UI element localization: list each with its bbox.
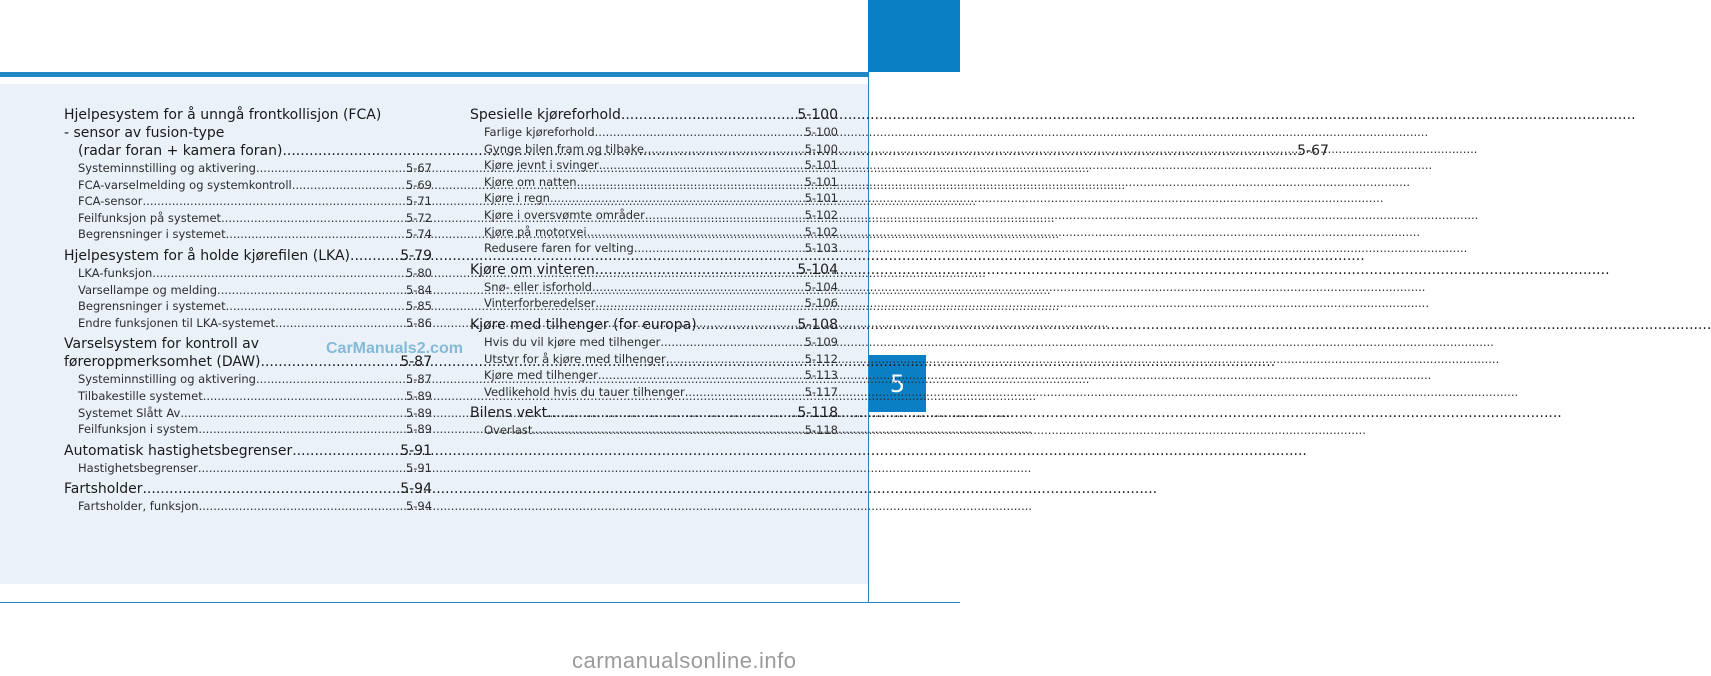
entry-list [470,124,838,257]
entry-text: Overlast [484,423,533,438]
dot-leader [547,404,797,422]
entry-text: Snø- eller isforhold [484,279,592,294]
dot-leader [697,316,798,334]
footer-watermark: carmanualsonline.info [572,648,797,673]
page-number: 5-67 [1297,143,1329,159]
dot-leader [645,207,805,224]
entry-text: Hastighetsbegrenser [78,460,198,475]
section-title [470,316,838,334]
toc-entry[interactable] [470,351,838,368]
page-number: 5-100 [804,125,838,139]
dot-leader [644,141,805,158]
entry-text: Farlige kjøreforhold [484,125,595,139]
entry-list [470,422,838,439]
section-title-link[interactable] [64,247,432,265]
toc-entry[interactable] [470,279,838,296]
toc-entry[interactable] [470,141,838,158]
entry-text: Gynge bilen fram og tilbake [484,141,644,156]
section-title-text: Kjøre om vinteren [470,261,595,278]
toc-entry[interactable] [470,174,838,191]
toc-entry[interactable] [64,177,432,194]
toc-entry[interactable] [64,226,432,243]
entry-text: Begrensninger i systemet [78,299,226,314]
dot-leader [199,498,406,515]
entry-text: Systeminnstilling og aktivering [78,161,256,175]
page-number: 5-89 [405,388,432,403]
entry-text: LKA-funksjon [78,265,153,280]
section-title-text: Automatisk hastighetsbegrenser [64,442,293,459]
entry-text: Endre funksjonen til LKA-systemet [78,315,276,330]
page-number: 5-101 [804,174,838,189]
entry-text: Utstyr for å kjøre med tilhenger [484,351,666,366]
dot-leader [685,384,805,401]
toc-column-right [470,106,838,443]
dot-leader [577,174,805,191]
toc-section [470,261,838,312]
dot-leader [666,351,805,368]
section-title [470,404,838,422]
page-number: 5-101 [804,158,838,173]
toc-entry[interactable] [64,282,432,299]
dot-leader [221,210,406,227]
dot-leader [350,247,400,265]
entry-text: Begrensninger i systemet [78,227,226,242]
page-number: 5-108 [797,316,838,333]
toc-section [470,316,838,400]
section-title-text: Kjøre med tilhenger (for europa) [470,316,697,333]
section-title-link[interactable] [64,442,432,460]
dot-leader [256,160,406,177]
page-number: 5-117 [804,384,838,399]
toc-section [470,106,838,257]
page-number: 5-74 [405,227,432,242]
section-title-link[interactable] [470,106,838,124]
dot-leader [226,226,406,243]
toc-section [64,442,432,477]
dot-leader [596,295,805,312]
entry-text: Kjøre på motorvei [484,224,587,239]
entry-text: FCA-sensor [78,194,143,209]
toc-entry[interactable] [64,315,432,332]
entry-text: Systemet Slått Av [78,405,181,420]
section-title-line: Hjelpesystem for å unngå frontkollisjon (FCA) [64,107,382,123]
dot-leader [152,265,406,282]
page-number: 5-104 [804,279,838,294]
toc-entry[interactable] [470,295,838,312]
page-number: 5-113 [804,368,838,383]
entry-text: Kjøre i regn [484,191,550,206]
dot-leader [142,480,400,498]
chapter-badge[interactable]: 5 [869,355,926,412]
entry-text: Vedlikehold hvis du tauer tilhenger [484,384,685,399]
toc-entry[interactable] [470,224,838,241]
dot-leader [143,193,406,210]
toc-entry[interactable] [470,190,838,207]
dot-leader [532,422,804,439]
toc-section [64,480,432,515]
entry-text: Hvis du vil kjøre med tilhenger [484,334,661,349]
toc-entry[interactable] [470,157,838,174]
section-title-text: (radar foran + kamera foran) [78,143,283,159]
page-number: 5-87 [405,372,432,387]
toc-entry[interactable] [64,160,432,177]
entry-text: Redusere faren for velting [484,241,634,256]
toc-entry[interactable] [64,371,432,388]
page-number: 5-102 [804,207,838,222]
page-number: 5-91 [405,460,432,475]
page-number: 5-94 [400,481,432,498]
toc-entry[interactable] [470,207,838,224]
toc-entry[interactable] [470,240,838,257]
section-title [470,261,838,279]
dot-leader [634,240,805,257]
dot-leader [598,367,805,384]
section-title [64,247,432,265]
dot-leader [660,334,804,351]
footer-rule [0,602,960,603]
section-title-text: Bilens vekt [470,405,548,422]
toc-entry[interactable] [470,334,838,351]
toc-entry[interactable] [64,298,432,315]
entry-text: Kjøre jevnt i svinger [484,158,599,173]
dot-leader [275,315,406,332]
page-number: 5-85 [405,299,432,314]
page-number: 5-91 [400,442,432,459]
entry-text: Feilfunksjon på systemet [78,210,222,225]
toc-entry[interactable] [64,498,432,515]
entry-list [64,265,432,331]
entry-text: FCA-varselmelding og systemkontroll [78,177,292,192]
page-number: 5-94 [405,499,432,514]
section-title-text: Fartsholder [64,481,143,498]
section-title [64,480,432,498]
dot-leader [203,388,406,405]
page-number: 5-118 [797,405,838,422]
dot-leader [595,261,797,279]
dot-leader [621,106,797,124]
entry-list [64,498,432,515]
section-title-text: føreroppmerksomhet (DAW) [64,354,261,371]
toc-entry[interactable] [64,388,432,405]
page-number: 5-71 [405,194,432,209]
dot-leader [292,177,406,194]
toc-section [64,247,432,331]
entry-text: Fartsholder, funksjon [78,499,199,514]
section-title-text: Spesielle kjøreforhold [470,107,621,123]
page-number: 5-69 [405,177,432,192]
toc-entry[interactable] [470,384,838,401]
entry-list [64,160,432,243]
section-title-line: Varselsystem for kontroll av [64,336,260,353]
entry-text: Feilfunksjon i system [78,422,199,437]
section-title-link[interactable] [470,261,838,279]
section-title-link[interactable] [470,316,838,334]
section-title [64,442,432,460]
toc-section [470,404,838,439]
page-number: 5-79 [400,247,432,264]
toc-entry[interactable] [64,265,432,282]
page-number: 5-67 [405,161,432,175]
entry-text: Kjøre om natten [484,174,577,189]
toc-entry[interactable] [470,367,838,384]
section-title-line: - sensor av fusion-type [64,125,225,141]
dot-leader [226,298,406,315]
toc-entry[interactable] [64,460,432,477]
entry-list [64,371,432,437]
page-number: 5-72 [405,210,432,225]
entry-list [470,279,838,312]
page-number: 5-106 [804,296,838,311]
chapter-tab [868,0,960,72]
page-number: 5-89 [405,405,432,420]
header-rule [0,72,868,77]
entry-text: Kjøre i oversvømte områder [484,207,645,222]
page-number: 5-80 [405,265,432,280]
entry-text: Kjøre med tilhenger [484,368,598,383]
dot-leader [550,190,805,207]
dot-leader [599,157,805,174]
page-number: 5-100 [797,107,838,123]
watermark: CarManuals2.com [326,340,463,357]
page-number: 5-100 [804,141,838,156]
page-number: 5-118 [804,423,838,438]
dot-leader [587,224,805,241]
page-number: 5-101 [804,191,838,206]
entry-text: Systeminnstilling og aktivering [78,372,256,387]
section-title-link[interactable] [470,404,838,422]
toc-entry[interactable] [64,421,432,438]
toc-entry[interactable] [470,422,838,439]
dot-leader [217,282,406,299]
dot-leader [292,442,400,460]
entry-text: Varsellampe og melding [78,282,218,297]
toc-entry[interactable] [64,193,432,210]
entry-text: Vinterforberedelser [484,296,596,311]
page-number: 5-103 [804,241,838,256]
entry-list [64,460,432,477]
dot-leader [595,124,805,141]
toc-entry[interactable] [470,124,838,141]
dot-leader [198,460,406,477]
toc-entry[interactable] [64,405,432,422]
dot-leader [180,405,406,422]
page-number: 5-109 [804,334,838,349]
page-number: 5-104 [797,261,838,278]
page-number: 5-102 [804,224,838,239]
dot-leader [198,421,406,438]
section-title-link[interactable] [64,480,432,498]
entry-list [470,334,838,400]
page-number: 5-87 [400,354,432,371]
dot-leader [592,279,805,296]
toc-entry[interactable] [64,210,432,227]
section-title [470,106,838,124]
page-number: 5-84 [405,282,432,297]
section-title-text: Hjelpesystem for å holde kjørefilen (LKA) [64,247,350,264]
dot-leader [256,371,406,388]
page-number: 5-89 [405,422,432,437]
page-number: 5-112 [804,351,838,366]
page-number: 5-86 [405,315,432,330]
entry-text: Tilbakestille systemet [78,388,203,403]
